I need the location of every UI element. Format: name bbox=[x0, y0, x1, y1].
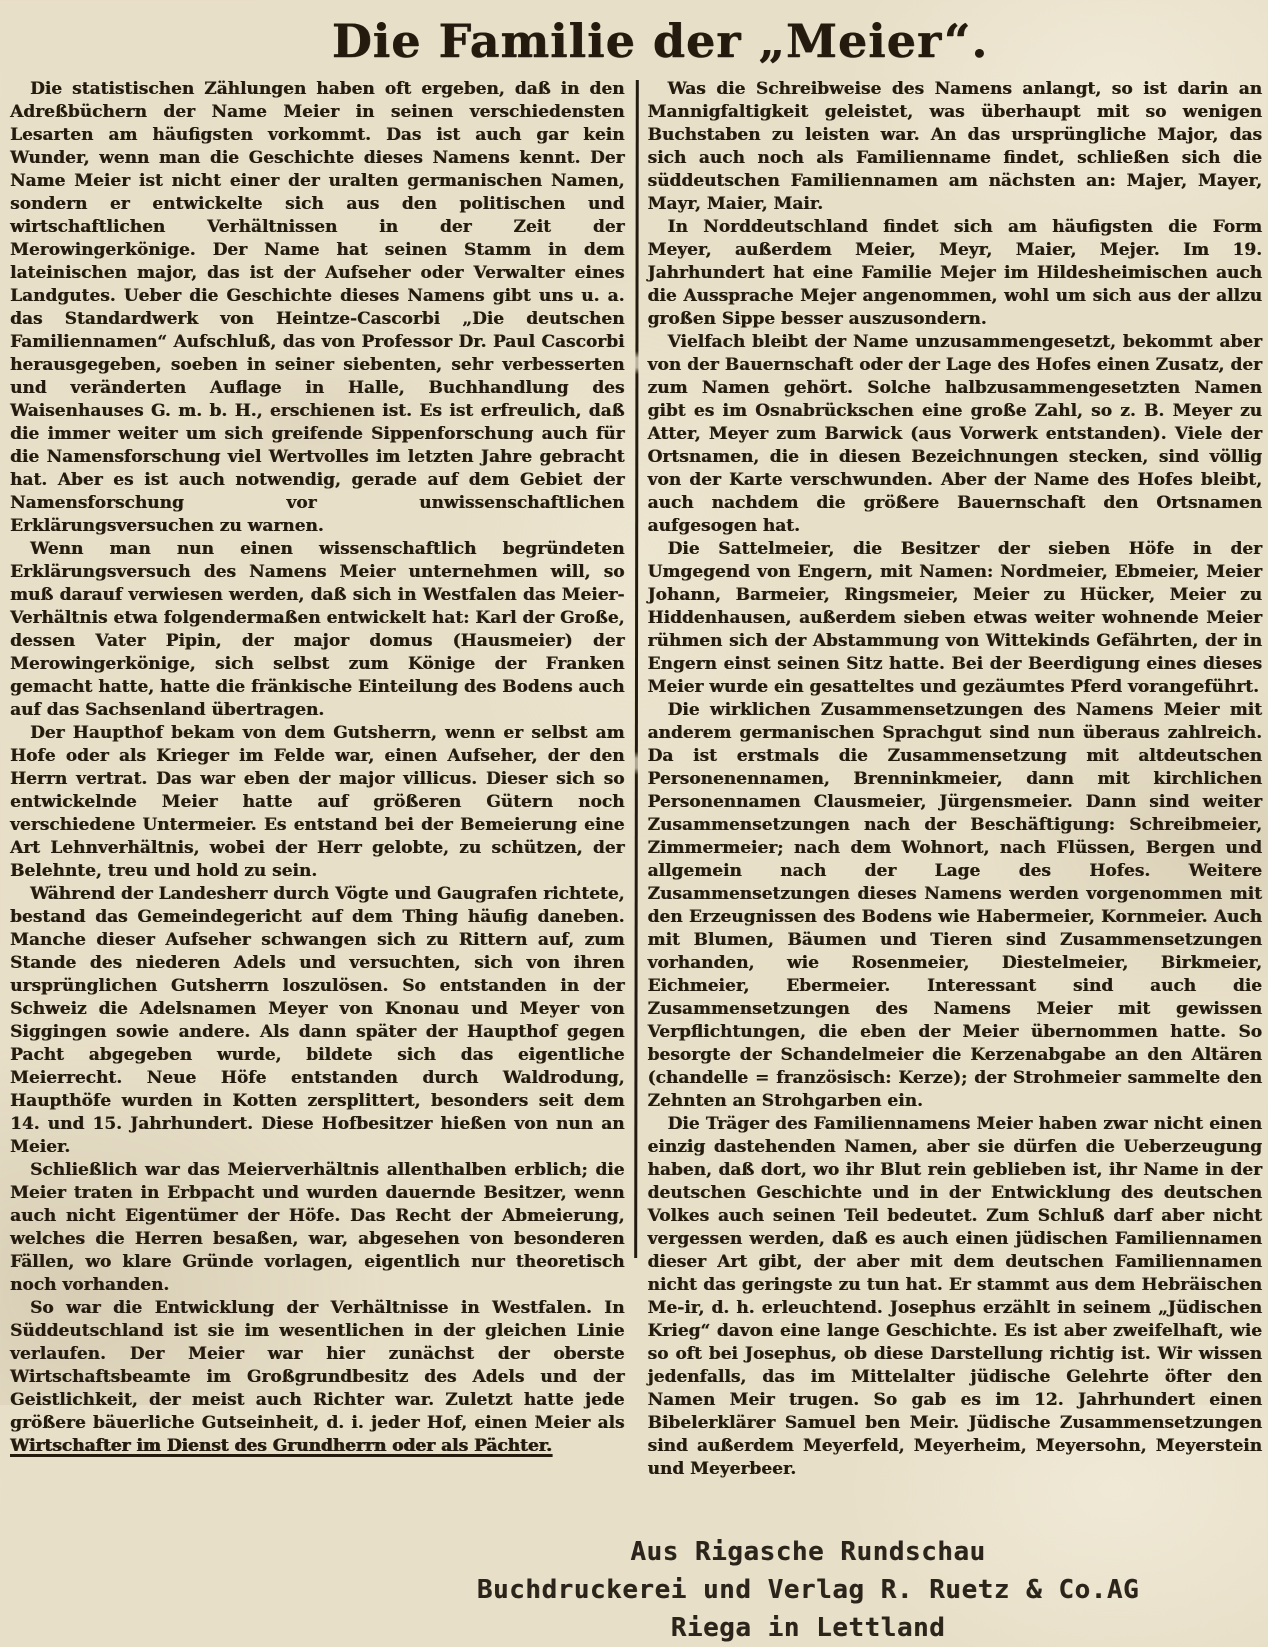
article-title: Die Familie der „Meier“. bbox=[331, 14, 989, 68]
article-paragraph: Die Sattelmeier, die Besitzer der sieben Höfe in der Umgegend von Engern, mit Namen: Nordmeier, Ebmeier, Meier Johann, Barmeier, Ringsmeier, Meier zu Hücker, Meier zu Hiddenhausen, außerdem sieben etwas weiter wohnende Meier rühmen sich der Abstammung von Wittekinds Gefährten, der in Engern einst seinen Sitz hatte. Bei der Beerdigung eines dieses Meier wurde ein gesatteltes und gezäumtes Pferd vorangeführt. bbox=[647, 539, 1262, 697]
hand-underlined-text: Wirtschafter im Dienst des Grundherrn oder als Pächter. bbox=[10, 1436, 552, 1456]
article-paragraph: Während der Landesherr durch Vögte und Gaugrafen richtete, bestand das Gemeindegericht auf dem Thing häufig daneben. Manche dieser Aufseher schwangen sich zu Rittern auf, zum Stande des niederen Adels und versuchten, sich von ihren ursprünglichen Gutsherrn loszulösen. So entstanden in der Schweiz die Adelsnamen Meyer von Knonau und Meyer von Siggingen sowie andere. Als dann später der Haupthof gegen Pacht abgegeben wurde, bildete sich das eigentliche Meierrecht. Neue Höfe entstanden durch Waldrodung, Haupthöfe wurden in Kotten zersplittert, besonders seit dem 14. und 15. Jahrhundert. Diese Hofbesitzer hießen von nun an Meier. bbox=[10, 884, 625, 1157]
imprint-location-line: Riega in Lettland bbox=[670, 1613, 946, 1643]
imprint-publisher-line: Buchdruckerei und Verlag R. Ruetz & Co.AG bbox=[476, 1575, 1140, 1605]
article-paragraph: Wenn man nun einen wissenschaftlich begründeten Erklärungsversuch des Namens Meier unternehmen will, so muß darauf verwiesen werden, daß sich in Westfalen das Meier-Verhältnis etwa folgendermaßen entwickelt hat: Karl der Große, dessen Vater Pipin, der major domus (Hausmeier) der Merowingerkönige, sich selbst zum Könige der Franken gemacht hatte, hatte die fränkische Einteilung des Bodens auch auf das Sachsenland übertragen. bbox=[10, 539, 625, 720]
imprint-footer bbox=[0, 1533, 1268, 1647]
article-paragraph: Der Haupthof bekam von dem Gutsherrn, wenn er selbst am Hofe oder als Krieger im Felde war, einen Aufseher, der den Herrn vertrat. Das war eben der major villicus. Dieser sich so entwickelnde Meier hatte auf größeren Gütern noch verschiedene Untermeier. Es entstand bei der Bemeierung eine Art Lehnverhältnis, wobei der Herr gelobte, zu schützen, der Belehnte, treu und hold zu sein. bbox=[10, 723, 625, 881]
right-column bbox=[648, 78, 1263, 1481]
article-paragraph: In Norddeutschland findet sich am häufigsten die Form Meyer, außerdem Meier, Meyr, Maier, Mejer. Im 19. Jahrhundert hat eine Familie Mejer im Hildesheimischen auch die Aussprache Mejer angenommen, wohl um sich aus der allzu großen Sippe besser auszusondern. bbox=[647, 217, 1262, 329]
imprint-source-line: Aus Rigasche Rundschau bbox=[630, 1537, 986, 1567]
article-paragraph: Die wirklichen Zusammensetzungen des Namens Meier mit anderem germanischen Sprachgut sind nun überaus zahlreich. Da ist erstmals die Zusammensetzung mit altdeutschen Personenennamen, Brenninkmeier, dann mit kirchlichen Personennamen Clausmeier, Jürgensmeier. Dann sind weiter Zusammensetzungen nach der Beschäftigung: Schreibmeier, Zimmermeier; nach dem Wohnort, nach Flüssen, Bergen und allgemein nach der Lage des Hofes. Weitere Zusammensetzungen dieses Namens werden vorgenommen mit den Erzeugnissen des Bodens wie Habermeier, Kornmeier. Auch mit Blumen, Bäumen und Tieren sind Zusammensetzungen vorhanden, wie Rosenmeier, Diestelmeier, Birkmeier, Eichmeier, Ebermeier. Interessant sind auch die Zusammensetzungen des Namens Meier mit gewissen Verpflichtungen, die eben der Meier übernommen hatte. So besorgte der Schandelmeier die Kerzenabgabe an den Altären (chandelle = französisch: Kerze); der Strohmeier sammelte den Zehnten an Strohgarben ein. bbox=[647, 700, 1262, 1111]
paragraph-text: So war die Entwicklung der Verhältnisse in Westfalen. In Süddeutschland ist sie im wesentlichen in der gleichen Linie verlaufen. Der Meier war hier zunächst der oberste Wirtschaftsbeamte im Großgrundbesitz des Adels und der Geistlichkeit, der meist auch Richter war. Zuletzt hatte jede größere bäuerliche Gutseinheit, d. i. jeder Hof, einen Meier als bbox=[10, 1298, 625, 1433]
article-paragraph: Vielfach bleibt der Name unzusammengesetzt, bekommt aber von der Bauernschaft oder der Lage des Hofes einen Zusatz, der zum Namen gehört. Solche halbzusammengesetzten Namen gibt es im Osnabrückschen eine große Zahl, so z. B. Meyer zu Atter, Meyer zum Barwick (aus Vorwerk entstanden). Viele der Ortsnamen, die in diesen Bezeichnungen stecken, sind völlig von der Karte verschwunden. Aber der Name des Hofes bleibt, auch nachdem die größere Bauernschaft den Ortsnamen aufgesogen hat. bbox=[647, 332, 1262, 536]
left-column bbox=[10, 78, 625, 1458]
article-paragraph: Die Träger des Familiennamens Meier haben zwar nicht einen einzig dastehenden Namen, aber sie dürfen die Ueberzeugung haben, daß dort, wo ihr Blut rein geblieben ist, ihr Name in der deutschen Geschichte und in der Entwicklung des deutschen Volkes auch seinen Teil bedeutet. Zum Schluß darf aber nicht vergessen werden, daß es auch einen jüdischen Familiennamen dieser Art gibt, der aber mit dem deutschen Familiennamen nicht das geringste zu tun hat. Er stammt aus dem Hebräischen Me-ir, d. h. erleuchtend. Josephus erzählt in seinem „Jüdischen Krieg“ davon eine lange Geschichte. Es ist aber zweifelhaft, wie so oft bei Josephus, ob diese Darstellung richtig ist. Wir wissen jedenfalls, das im Mittelalter jüdische Gelehrte öfter den Namen Meir trugen. So gab es im 12. Jahrhundert einen Bibelerklärer Samuel ben Meir. Jüdische Zusammensetzungen sind außerdem Meyerfeld, Meyerheim, Meyersohn, Meyerstein und Meyerbeer. bbox=[647, 1114, 1262, 1479]
article-paragraph: Die statistischen Zählungen haben oft ergeben, daß in den Adreßbüchern der Name Meier in seinen verschiedensten Lesarten am häufigsten vorkommt. Das ist auch gar kein Wunder, wenn man die Geschichte dieses Namens kennt. Der Name Meier ist nicht einer der uralten germanischen Namen, sondern er entwickelte sich aus den politischen und wirtschaftlichen Verhältnissen in der Zeit der Merowingerkönige. Der Name hat seinen Stamm in dem lateinischen major, das ist der Aufseher oder Verwalter eines Landgutes. Ueber die Geschichte dieses Namens gibt uns u. a. das Standardwerk von Heintze-Cascorbi „Die deutschen Familiennamen“ Aufschluß, das von Professor Dr. Paul Cascorbi herausgegeben, soeben in seiner siebenten, sehr verbesserten und veränderten Auflage in Halle, Buchhandlung des Waisenhauses G. m. b. H., erschienen ist. Es ist erfreulich, daß die immer weiter um sich greifende Sippenforschung auch für die Namensforschung viel Wertvolles im letzten Jahre gebracht hat. Aber es ist auch notwendig, gerade auf dem Gebiet der Namensforschung vor unwissenschaftlichen Erklärungsversuchen zu warnen. bbox=[10, 79, 625, 536]
article-paragraph: Schließlich war das Meierverhältnis allenthalben erblich; die Meier traten in Erbpacht und wurden dauernde Besitzer, wenn auch nicht Eigentümer der Höfe. Das Recht der Abmeierung, welches die Herren besaßen, war, abgesehen von besonderen Fällen, wo klare Gründe vorlagen, eigentlich nur theoretisch noch vorhanden. bbox=[10, 1160, 625, 1295]
article-paragraph bbox=[10, 1297, 625, 1458]
article-columns bbox=[0, 78, 1268, 1481]
article-paragraph: Was die Schreibweise des Namens anlangt, so ist darin an Mannigfaltigkeit geleistet, was überhaupt mit so wenigen Buchstaben zu leisten war. An das ursprüngliche Major, das sich auch noch als Familienname findet, schließen sich die süddeutschen Familiennamen am nächsten an: Majer, Mayer, Mayr, Maier, Mair. bbox=[647, 79, 1262, 214]
column-divider-rule bbox=[634, 80, 639, 1258]
